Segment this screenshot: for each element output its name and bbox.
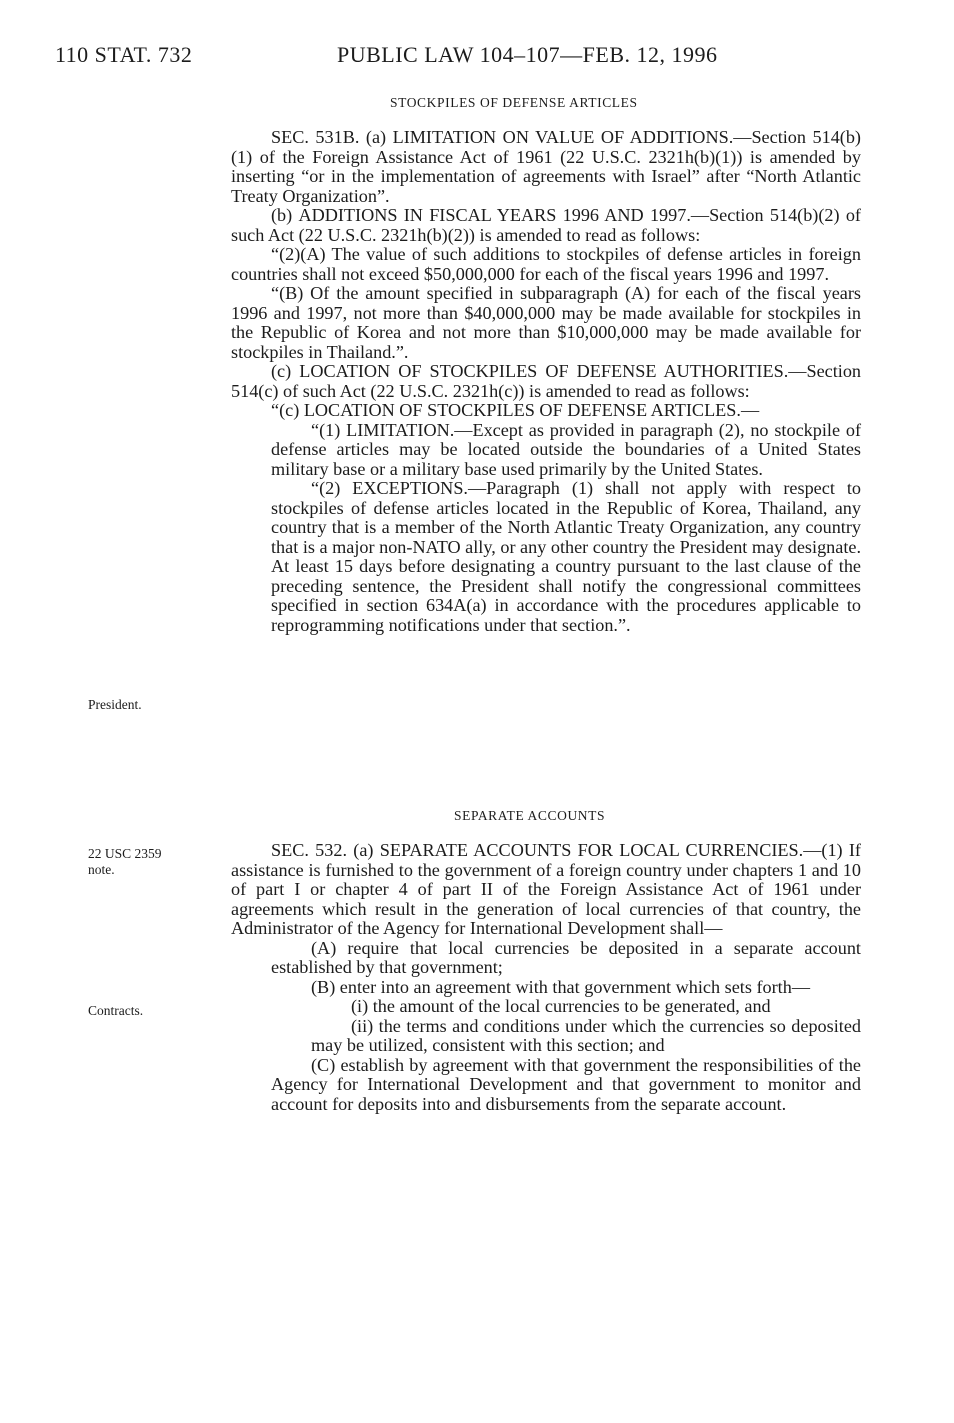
clause-b-i: (i) the amount of the local currencies to be generated, and — [351, 996, 771, 1016]
quoted-paragraph-1-limitation: “(1) LIMITATION.—Except as provided in paragraph (2), no stockpile of defense articles may be located outside the boundaries of a United States military base or a military base used primarily by the United States. — [271, 419, 861, 479]
subparagraph-b: (B) enter into an agreement with that government which sets forth— — [311, 976, 811, 997]
section-heading-stockpiles: STOCKPILES OF DEFENSE ARTICLES — [390, 95, 638, 110]
paragraph-532-a: SEC. 532. (a) SEPARATE ACCOUNTS FOR LOCAL CURRENCIES.—(1) If assistance is furnished to the government of a foreign country under chapters 1 and 10 of part I or chapter 4 of part II of the Foreign Assistance Act of 1961 under agreements which result in the generation of local currencies of that country, the Administrator of the Agency for International Development shall— — [231, 840, 861, 938]
quoted-paragraph-2a: “(2)(A) The value of such additions to stockpiles of defense articles in foreign countries shall not exceed $50,000,000 for each of the fiscal years 1996 and 1997. — [231, 244, 861, 284]
paragraph-531b-b: (b) ADDITIONS IN FISCAL YEARS 1996 AND 1997.—Section 514(b)(2) of such Act (22 U.S.C. 2321h(b)(2)) is amended to read as follows: — [231, 205, 861, 245]
caption-additions-fiscal-years: ADDITIONS IN FISCAL YEARS 1996 AND 1997. — [298, 205, 691, 225]
quoted-subsection-c: “(c) LOCATION OF STOCKPILES OF DEFENSE ARTICLES.— — [271, 400, 760, 420]
subparagraph-a: (A) require that local currencies be deposited in a separate account established by that government; — [271, 937, 861, 977]
public-law-reference: PUBLIC LAW 104–107—FEB. 12, 1996 — [337, 42, 718, 67]
margin-note-usc-citation: 22 USC 2359 note. — [88, 846, 162, 877]
margin-note-contracts: Contracts. — [88, 1003, 144, 1018]
quoted-paragraph-2b: “(B) Of the amount specified in subparagraph (A) for each of the fiscal years 1996 and 1997, not more than $40,000,000 may be made available for stockpiles in the Republic of Korea and not more than $10,000,000 may be made available for stockpiles in Thailand.”. — [231, 283, 861, 362]
margin-note-president: President. — [88, 697, 142, 712]
quoted-paragraph-2-exceptions: “(2) EXCEPTIONS.—Paragraph (1) shall not apply with respect to stockpiles of defense articles located in the Republic of Korea, Thailand, any country that is a member of the North Atlantic Treaty Organization, any country that is a major non-NATO ally, or any other country the President may designate. At least 15 days before designating a country pursuant to the last clause of the preceding sentence, the President shall notify the congressional committees specified in section 634A(a) in accordance with the procedures applicable to reprogramming notifications under that section.”. — [271, 478, 862, 635]
subparagraph-c: (C) establish by agreement with that government the responsibilities of the Agency for International Development and that government to monitor and account for deposits into and disbursements from the separate account. — [271, 1054, 861, 1114]
section-heading-separate-accounts: SEPARATE ACCOUNTS — [454, 808, 606, 823]
caption-exceptions: EXCEPTIONS. — [352, 478, 468, 498]
paragraph-531b-c: (c) LOCATION OF STOCKPILES OF DEFENSE AUTHORITIES.—Section 514(c) of such Act (22 U.S.C. 2321h(c)) is amended to read as follows: — [231, 361, 862, 401]
caption-limitation-on-value: LIMITATION ON VALUE OF ADDITIONS. — [392, 127, 734, 147]
paragraph-531b-a: SEC. 531B. (a) LIMITATION ON VALUE OF ADDITIONS.—Section 514(b)(1) of the Foreign Assistance Act of 1961 (22 U.S.C. 2321h(b)(1)) is amended by inserting “or in the implementation of agreements with Israel” after “North Atlantic Treaty Organization”. — [231, 127, 861, 206]
caption-location-of-stockpiles-authorities: LOCATION OF STOCKPILES OF DEFENSE AUTHORITIES. — [299, 361, 789, 381]
caption-limitation: LIMITATION. — [346, 419, 455, 440]
clause-b-ii: (ii) the terms and conditions under which the currencies so deposited may be utilized, consistent with this section; and — [311, 1015, 861, 1055]
page-header — [55, 42, 895, 74]
section-531b-body — [231, 128, 861, 635]
caption-separate-accounts-local-currencies: SEPARATE ACCOUNTS FOR LOCAL CURRENCIES. — [379, 840, 804, 860]
section-532-body — [231, 841, 861, 1114]
caption-location-of-stockpiles-articles: LOCATION OF STOCKPILES OF DEFENSE ARTICLES. — [303, 400, 741, 420]
statute-page-reference: 110 STAT. 732 — [55, 42, 193, 67]
